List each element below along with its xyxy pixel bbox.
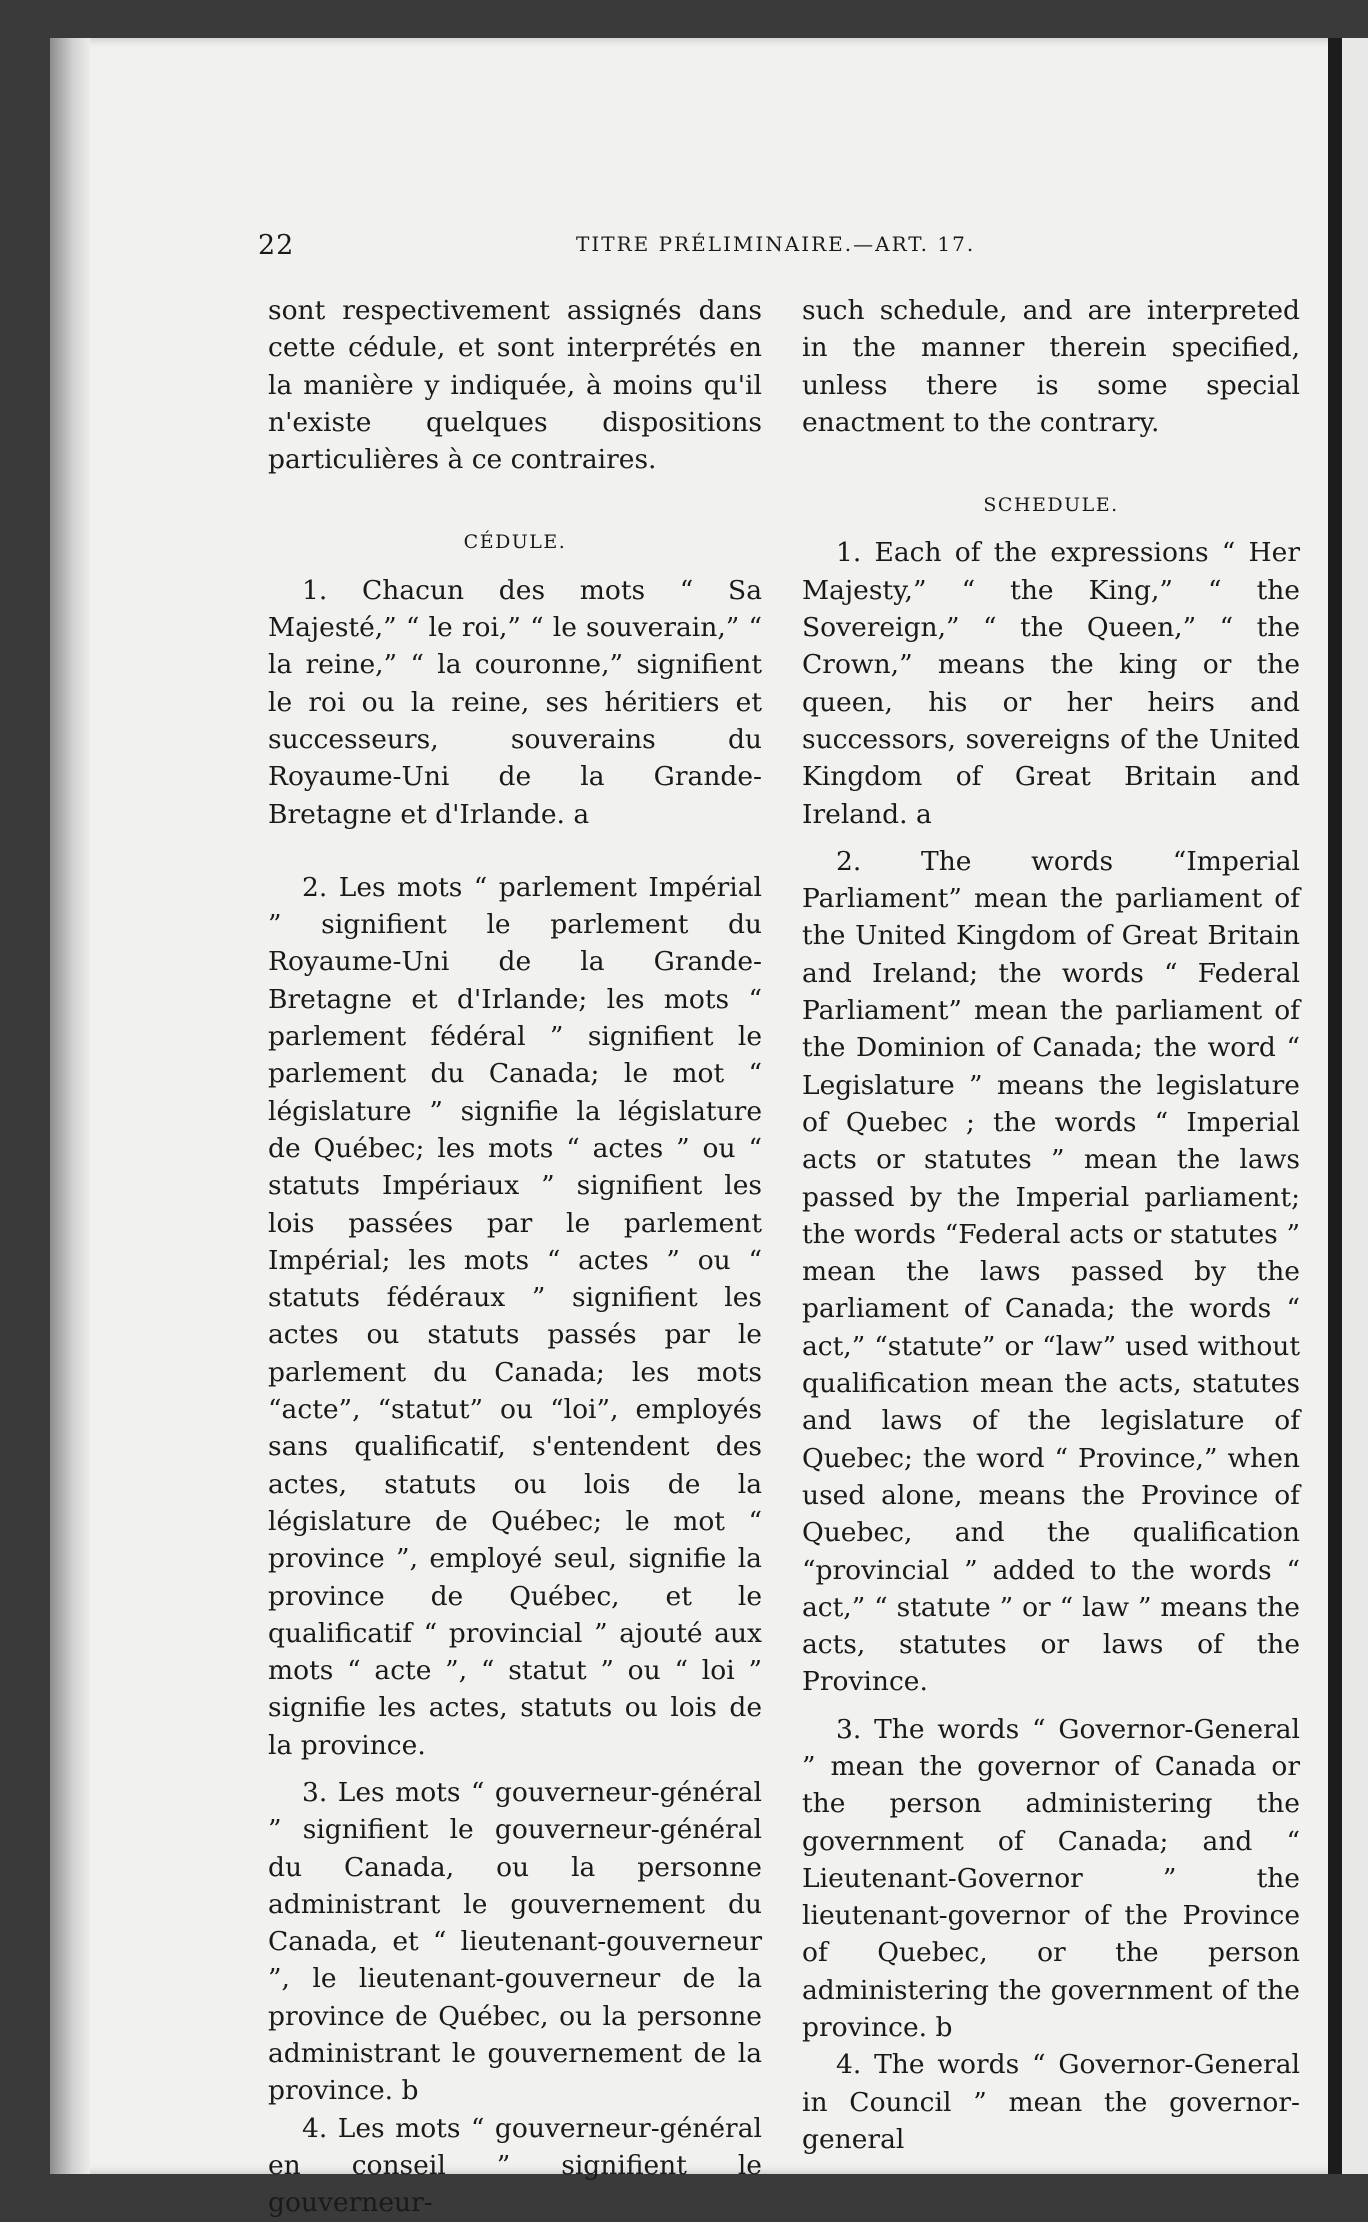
fr-section-4: 4. Les mots “ gouverneur-général en conseil ” signifient le gouverneur- <box>268 2112 762 2219</box>
facing-page-edge <box>1328 38 1368 2174</box>
running-header <box>258 230 980 270</box>
fr-section-2: 2. Les mots “ parlement Impérial ” signifient le parlement du Royaume-Uni de la Grande-Bretagne et d'Irlande; les mots “ parlement fédéral ” signifient le parlement du Canada; le mot “ législature ” signifie la législature de Québec; les mots “ actes ” ou “ statuts Impériaux ” signifient les lois passées par le parlement Impérial; les mots “ actes ” ou “ statuts fédéraux ” signifient les actes ou statuts passés par le parlement du Canada; les mots “acte”, “statut” ou “loi”, employés sans qualificatif, s'entendent des actes, statuts ou lois de la législature de Québec; le mot “ province ”, employé seul, signifie la province de Québec, et le qualificatif “ provincial ” ajouté aux mots “ acte ”, “ statut ” ou “ loi ” signifie les actes, statuts ou lois de la province. <box>268 871 762 1761</box>
french-column <box>268 292 762 2222</box>
english-column <box>802 292 1300 2158</box>
page-number: 22 <box>258 230 295 261</box>
fr-heading: CÉDULE. <box>463 531 567 554</box>
en-section-1: 1. Each of the expressions “ Her Majesty,” “ the King,” “ the Sovereign,” “ the Queen,” “ the Crown,” means the king or the queen, his or her heirs and successors, sovereigns of the United Kingdom of Great Britain and Ireland. a <box>802 537 1300 830</box>
running-title: TITRE PRÉLIMINAIRE.—ART. 17. <box>576 232 976 256</box>
fr-intro: sont respectivement assignés dans cette cédule, et sont interprétés en la manière y indiquée, à moins qu'il n'existe quelques dispositions particulières à ce contraires. <box>268 295 762 476</box>
page-gutter-shadow <box>50 38 90 2174</box>
en-intro: such schedule, and are interpreted in the manner therein specified, unless there is some special enactment to the contrary. <box>802 295 1300 438</box>
fr-section-3: 3. Les mots “ gouverneur-général ” signifient le gouverneur-général du Canada, ou la personne administrant le gouvernement du Canada, et “ lieutenant-gouverneur ”, le lieutenant-gouverneur de la province de Québec, ou la personne administrant le gouvernement de la province. b <box>268 1776 762 2107</box>
en-section-3: 3. The words “ Governor-General ” mean the governor of Canada or the person administering the government of Canada; and “ Lieutenant-Governor ” the lieutenant-governor of the Province of Quebec, or the person administering the government of the province. b <box>802 1713 1300 2044</box>
fr-section-1: 1. Chacun des mots “ Sa Majesté,” “ le roi,” “ le souverain,” “ la reine,” “ la couronne,” signifient le roi ou la reine, ses héritiers et successeurs, souverains du Royaume-Uni de la Grande-Bretagne et d'Irlande. a <box>268 574 762 830</box>
en-section-2: 2. The words “Imperial Parliament” mean the parliament of the United Kingdom of Great Britain and Ireland; the words “ Federal Parliament” mean the parliament of the Dominion of Canada; the word “ Legislature ” means the legislature of Quebec ; the words “ Imperial acts or statutes ” mean the laws passed by the Imperial parliament; the words “Federal acts or statutes ” mean the laws passed by the parliament of Canada; the words “ act,” “statute” or “law” used without qualification mean the acts, statutes and laws of the legislature of Quebec; the word “ Province,” when used alone, means the Province of Quebec, and the qualification “provincial ” added to the words “ act,” “ statute ” or “ law ” means the acts, statutes or laws of the Province. <box>802 845 1300 1698</box>
en-section-4: 4. The words “ Governor-General in Council ” mean the governor-general <box>802 2049 1300 2155</box>
en-heading: SCHEDULE. <box>983 494 1119 517</box>
